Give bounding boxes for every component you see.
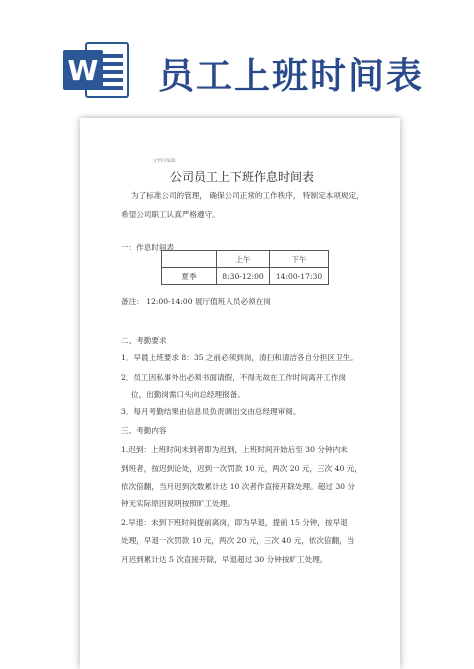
banner (0, 0, 474, 118)
requirement-line: 3．每月考勤结果由信息员负责调出交由总经理审阅。 (121, 407, 301, 416)
table-cell: 8:30-12:00 (217, 268, 270, 285)
intro-line: 为了标准公司的管理， 确保公司正常的工作秩序， 特制定本项规定， (131, 191, 364, 200)
word-icon (63, 38, 131, 102)
requirement-line: 位，出勤岗需口头向总经理报备。 (131, 390, 245, 399)
table-row (162, 251, 329, 268)
note-text: 备注： 12:00-14:00 展厅值班人员必须在岗 (121, 297, 271, 306)
word-icon-letter: W (63, 50, 103, 90)
schedule-table (161, 250, 329, 285)
section-heading: 三、考勤内容 (121, 426, 167, 435)
banner-title: 员工上班时间表 (158, 56, 425, 97)
late-rule-line: 到班者，按迟到论处，迟到一次罚款 10 元，两次 20 元，三次 40 元， (121, 464, 362, 473)
document-title: 公司员工上下班作息时间表 (170, 170, 315, 184)
table-row (162, 268, 329, 285)
early-rule-line: 2.早退：未到下班时间提前离岗，即为早退，提前 15 分钟，按早退 (121, 518, 348, 527)
table-cell: 夏季 (162, 268, 217, 285)
late-rule-line: 1.迟到：上班时间未到者即为迟到，上班时间开始后至 30 分钟内未 (121, 445, 348, 454)
table-header-cell: 下午 (270, 251, 329, 268)
table-header-cell (162, 251, 217, 268)
table-cell: 14:00-17:30 (270, 268, 329, 285)
table-header-cell: 上午 (217, 251, 270, 268)
late-rule-line: 依次倍翻，当月迟到次数累计达 10 次者作直接开除处理。超过 30 分 (121, 482, 356, 491)
requirement-line: 1．早晨上班要求 8：35 之前必须到岗，清扫和清洁各自分担区卫生。 (121, 353, 358, 362)
early-rule-line: 处理，早退一次罚款 10 元，两次 20 元，三次 40 元，依次倍翻，当 (121, 536, 355, 545)
header-note: 文档可编辑 (153, 159, 176, 164)
requirement-line: 2．员工因私事外出必须书面请假，不得无故在工作时间离开工作岗 (121, 373, 347, 382)
section-heading: 一：作息时间表 (121, 243, 175, 252)
early-rule-line: 月迟到累计达 5 次直接开除，早退超过 30 分钟按旷工处理。 (121, 555, 328, 564)
late-rule-line: 钟无实际原因说明按照旷工处理。 (121, 499, 235, 508)
section-heading: 二、考勤要求 (121, 336, 167, 345)
intro-line: 希望公司职工认真严格遵守。 (121, 210, 220, 219)
